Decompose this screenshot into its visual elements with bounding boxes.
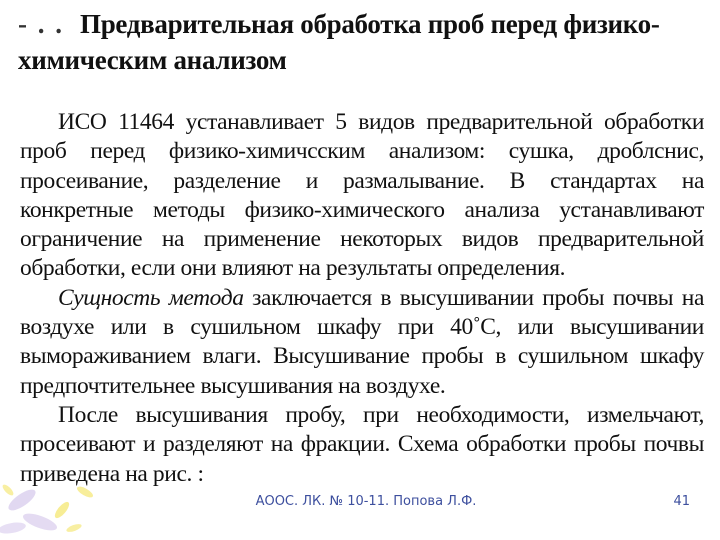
slide-footer: [0, 492, 720, 540]
paragraph-after-drying: После высушивания пробу, при необходимости, измельчают, просеивают и разделяют на фракции. Схема обработки пробы почвы приведена на рис. :: [20, 401, 704, 487]
title-lead-marks: - . .: [18, 9, 64, 39]
page-number: 41: [673, 494, 690, 509]
slide-body: [20, 108, 704, 489]
paragraph-iso-standard: ИСО 11464 устанавливает 5 видов предварительной обработки проб перед физико-химичсским анализом: сушка, дроблснис, просеивание, разделение и размалывание. В стандартах на конкретные методы физико-химического анализа устанавливают ограничение на применение некоторых видов предварительной обработки, если они влияют на результаты определения.: [20, 109, 704, 282]
title-text: Предварительная обработка проб перед физико-химическим анализом: [18, 9, 660, 75]
paragraph-method-essence: [20, 284, 704, 401]
footer-caption: АООС. ЛК. № 10-11. Попова Л.Ф.: [255, 494, 477, 509]
method-essence-text: заключается в высушивании пробы почвы на воздухе или в сушильном шкафу при 40˚С, или высушивании вымораживанием влаги. Высушивание пробы в сушильном шкафу предпочтительнее высушивания на воздухе.: [20, 284, 704, 399]
slide-title: [18, 6, 708, 78]
method-essence-term: Сущность метода: [58, 284, 244, 311]
